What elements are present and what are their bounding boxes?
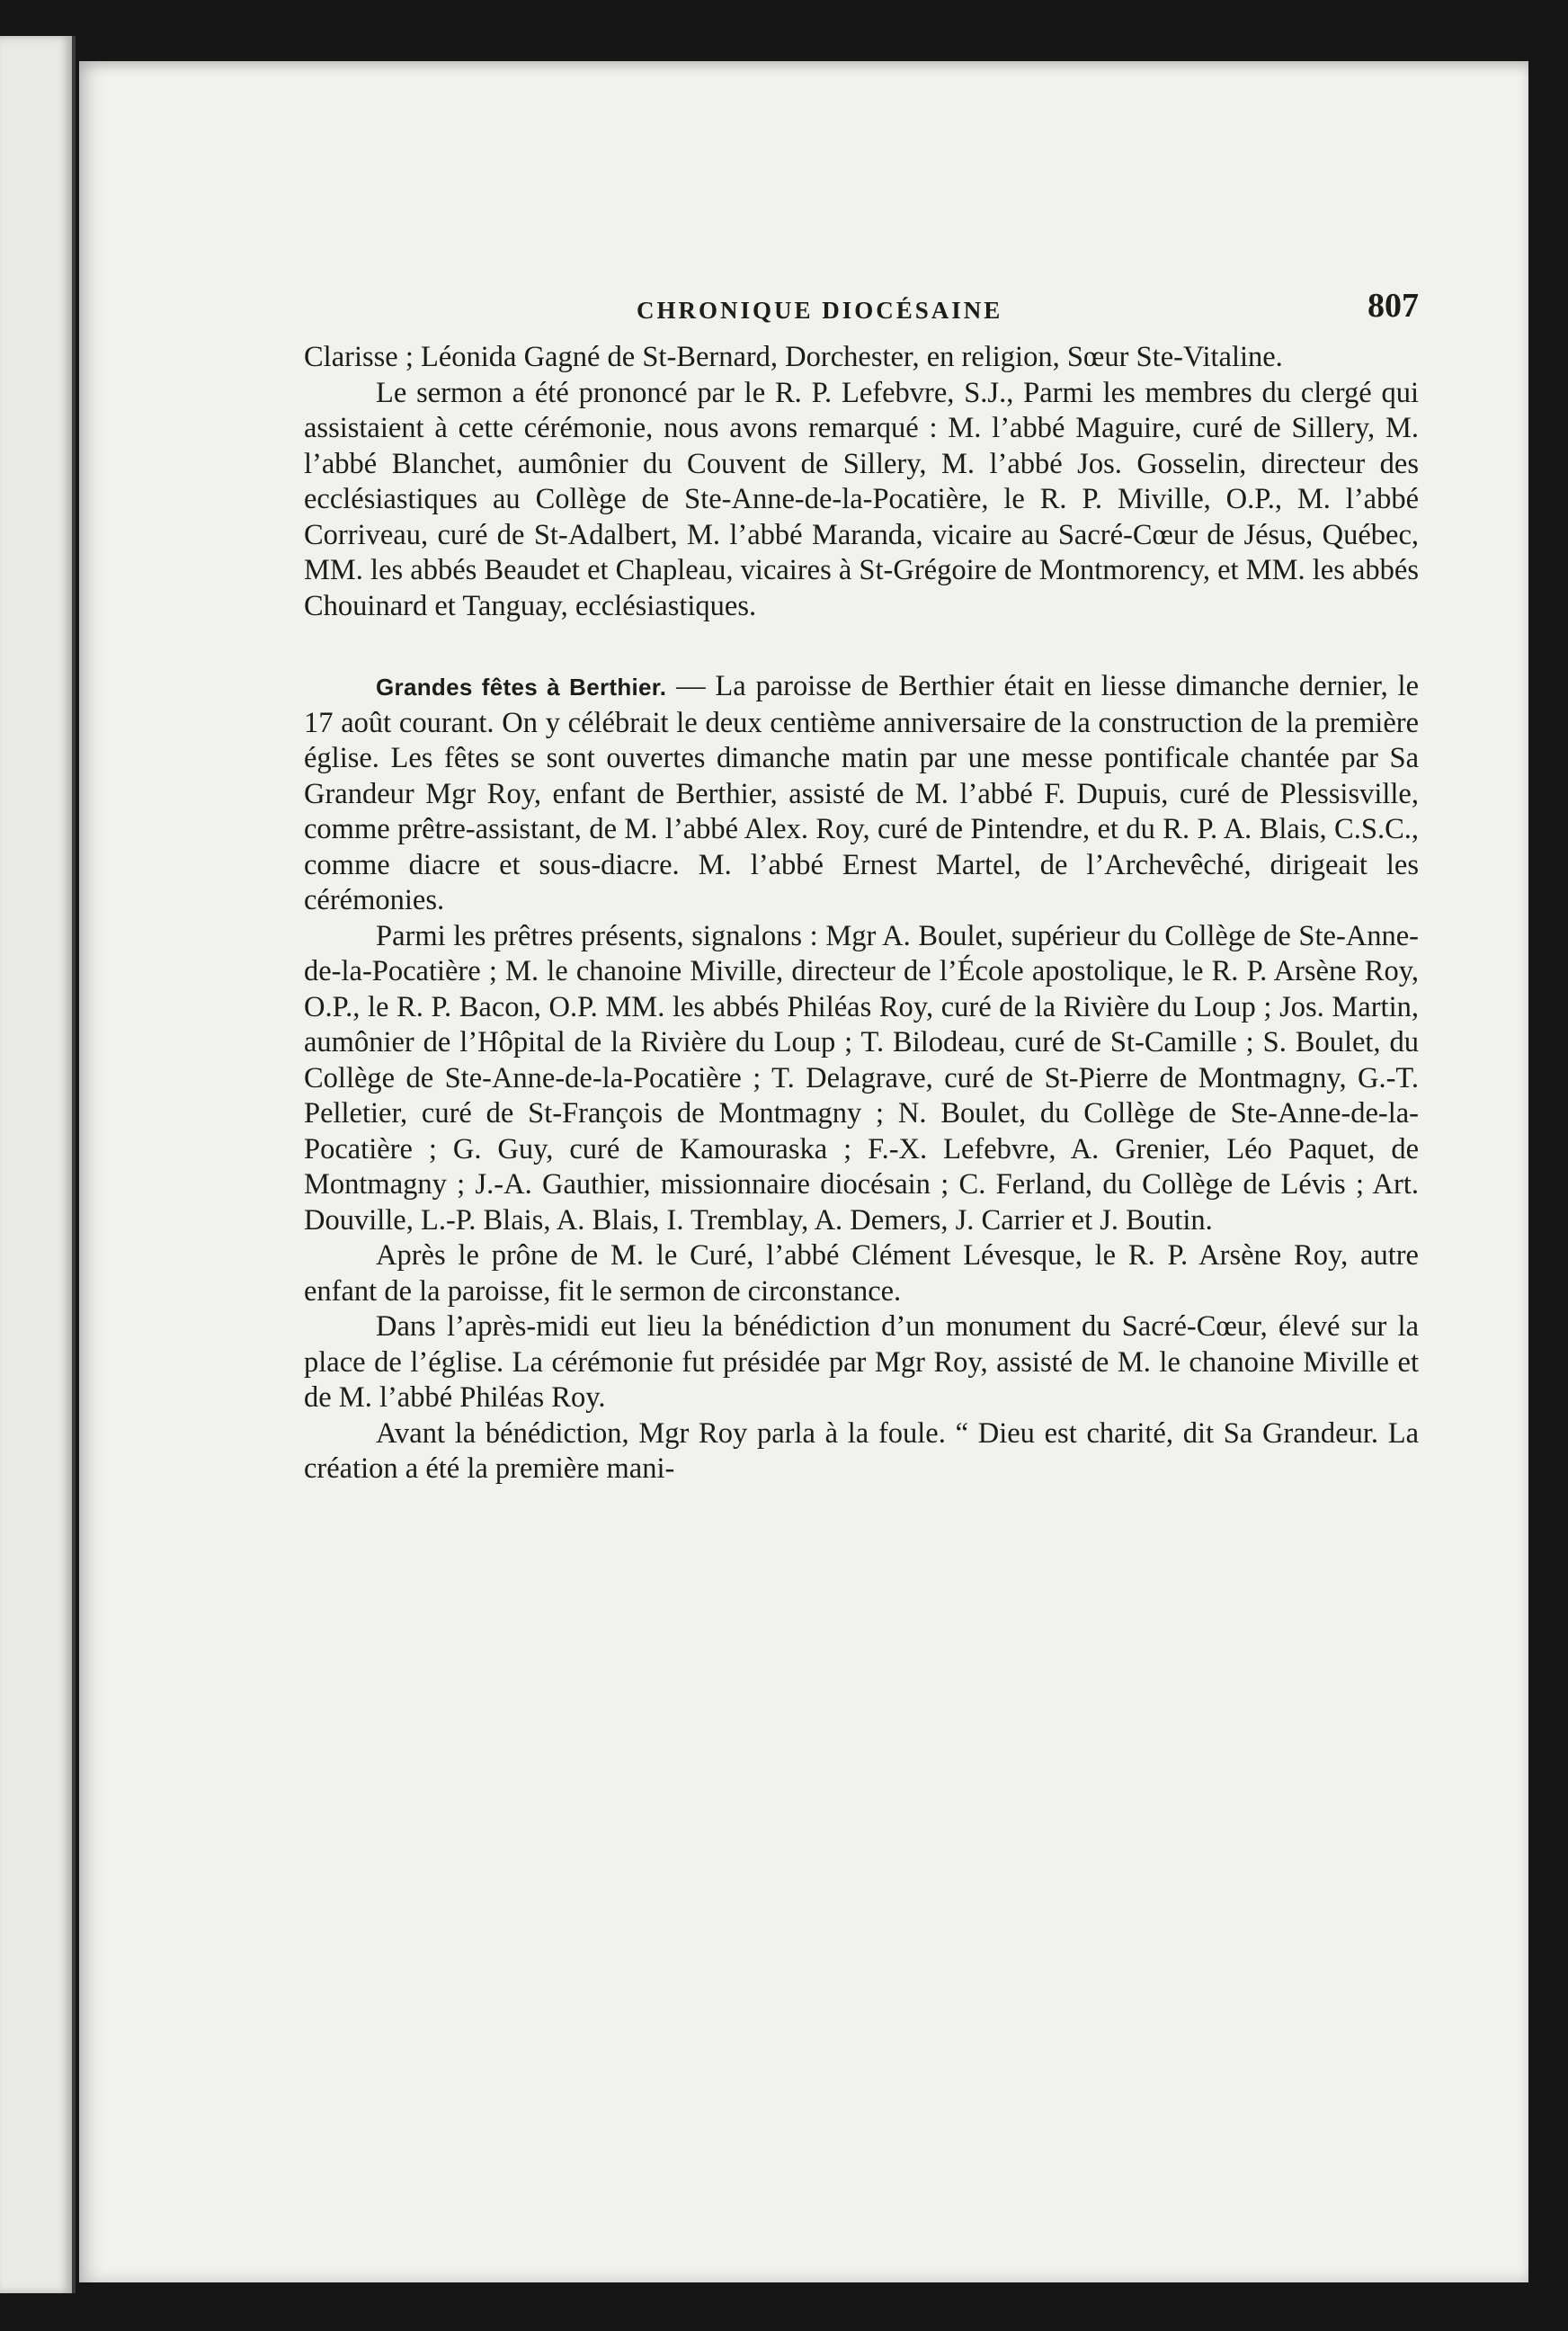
section-text: — La paroisse de Berthier était en liesse dimanche dernier, le 17 août courant. On y célébrait le deux centième anniversaire de la construction de la première église. Les fêtes se sont ouvertes dimanche matin par une messe pontificale chantée par Sa Grandeur Mgr Roy, enfant de Berthier, assisté de M. l’abbé F. Dupuis, curé de Plessisville, comme prêtre-assistant, de M. l’abbé Alex. Roy, curé de Pintendre, et du R. P. A. Blais, C.S.C., comme diacre et sous-diacre. M. l’abbé Ernest Martel, de l’Archevêché, dirigeait les cérémonies. [304,670,1419,916]
running-header [304,286,1419,340]
article-body [304,340,1419,1487]
paragraph: Parmi les prêtres présents, signalons : Mgr A. Boulet, supérieur du Collège de Ste-Anne-de-la-Pocatière ; M. le chanoine Miville, directeur de l’École apostolique, le R. P. Arsène Roy, O.P., le R. P. Bacon, O.P. MM. les abbés Philéas Roy, curé de la Rivière du Loup ; Jos. Martin, aumônier de l’Hôpital de la Rivière du Loup ; T. Bilodeau, curé de St-Camille ; S. Boulet, du Collège de Ste-Anne-de-la-Pocatière ; T. Delagrave, curé de St-Pierre de Montmagny, G.-T. Pelletier, curé de St-François de Montmagny ; N. Boulet, du Collège de Ste-Anne-de-la-Pocatière ; G. Guy, curé de Kamouraska ; F.-X. Lefebvre, A. Grenier, Léo Paquet, de Montmagny ; J.-A. Gauthier, missionnaire diocésain ; C. Ferland, du Collège de Lévis ; Art. Douville, L.-P. Blais, A. Blais, I. Tremblay, A. Demers, J. Carrier et J. Boutin. [304,919,1419,1237]
adjacent-page-edge [0,36,76,2293]
page-content [304,286,1419,1487]
page-number: 807 [1368,287,1419,325]
paragraph: Dans l’après-midi eut lieu la bénédiction d’un monument du Sacré-Cœur, élevé sur la place de l’église. La cérémonie fut présidée par Mgr Roy, assisté de M. le chanoine Miville et de M. l’abbé Philéas Roy. [304,1310,1419,1414]
running-title: CHRONIQUE DIOCÉSAINE [637,297,1003,324]
section-paragraph [304,669,1419,919]
paragraph: Après le prône de M. le Curé, l’abbé Clément Lévesque, le R. P. Arsène Roy, autre enfant de la paroisse, fit le sermon de circonstance. [304,1239,1419,1308]
paragraph: Avant la bénédiction, Mgr Roy parla à la foule. “ Dieu est charité, dit Sa Grandeur. La création a été la première mani- [304,1416,1419,1485]
paragraph: Le sermon a été prononcé par le R. P. Lefebvre, S.J., Parmi les membres du clergé qui assistaient à cette cérémonie, nous avons remarqué : M. l’abbé Maguire, curé de Sillery, M. l’abbé Blanchet, aumônier du Couvent de Sillery, M. l’abbé Jos. Gosselin, directeur des ecclésiastiques au Collège de Ste-Anne-de-la-Pocatière, le R. P. Miville, O.P., M. l’abbé Corriveau, curé de St-Adalbert, M. l’abbé Maranda, vicaire au Sacré-Cœur de Jésus, Québec, MM. les abbés Beaudet et Chapleau, vicaires à St-Grégoire de Montmorency, et MM. les abbés Chouinard et Tanguay, ecclésiastiques. [304,376,1419,622]
section-title: Grandes fêtes à Berthier. [376,674,667,701]
book-page [79,61,1528,2282]
paragraph: Clarisse ; Léonida Gagné de St-Bernard, Dorchester, en religion, Sœur Ste-Vitaline. [304,341,1283,373]
